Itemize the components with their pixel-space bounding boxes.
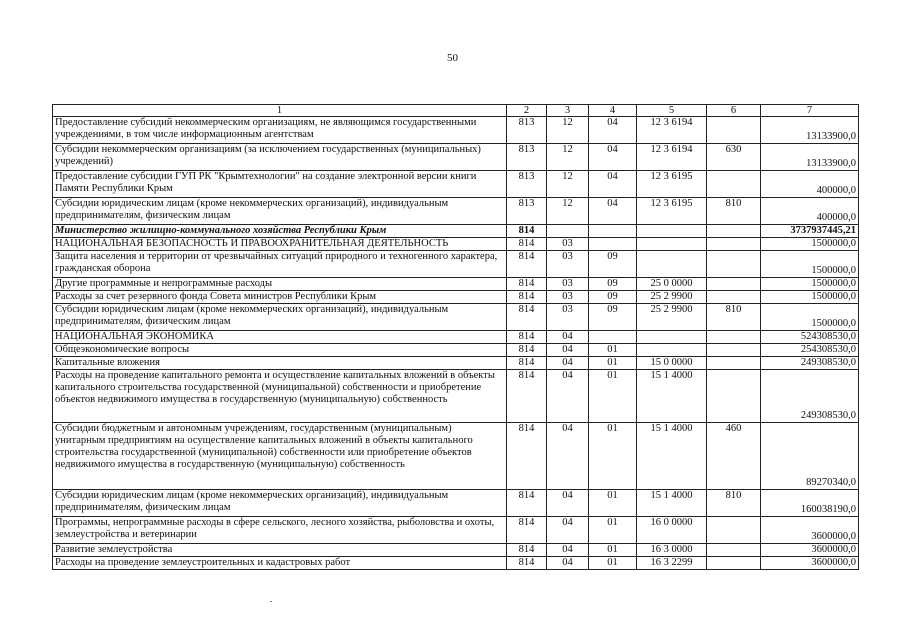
table-row [53,291,859,304]
row-name-cell: Субсидии юридическим лицам (кроме некоммерческих организаций), индивидуальным предпринимателям, физическим лицам [53,198,507,225]
admin-code-cell: 814 [507,544,547,557]
target-article-cell: 16 0 0000 [637,517,707,544]
expense-type-cell: 810 [707,304,761,331]
amount-cell: 3737937445,21 [761,225,859,238]
target-article-cell: 16 3 2299 [637,557,707,570]
section-code-cell: 04 [547,517,589,544]
amount-cell: 524308530,0 [761,331,859,344]
table-row [53,225,859,238]
subsection-code-cell: 01 [589,370,637,423]
table-row [53,251,859,278]
target-article-cell: 12 3 6195 [637,198,707,225]
section-code-cell: 12 [547,117,589,144]
expense-type-cell [707,357,761,370]
target-article-cell: 12 3 6195 [637,171,707,198]
row-name-cell: Субсидии бюджетным и автономным учреждениям, государственным (муниципальным) унитарным предприятиям на осуществление капитальных вложений в объекты капитального строительства государственной (муниципальной) собственности или приобретение объектов недвижимого имущества в государственную (муниципальную) собственность [53,423,507,490]
row-name-cell: Расходы на проведение капитального ремонта и осуществление капитальных вложений в объекты капитального строительства государственной (муниципальной) собственности и приобретение объектов недвижимого имущества в государственную (муниципальную) собственность [53,370,507,423]
target-article-cell: 12 3 6194 [637,144,707,171]
admin-code-cell: 814 [507,557,547,570]
subsection-code-cell: 04 [589,144,637,171]
target-article-cell: 25 2 9900 [637,304,707,331]
section-code-cell: 03 [547,304,589,331]
subsection-code-cell: 01 [589,544,637,557]
table-row [53,117,859,144]
admin-code-cell: 814 [507,517,547,544]
target-article-cell: 15 1 4000 [637,490,707,517]
table-row [53,357,859,370]
row-name-cell: Защита населения и территории от чрезвычайных ситуаций природного и техногенного характера, гражданская оборона [53,251,507,278]
target-article-cell: 15 0 0000 [637,357,707,370]
expense-type-cell [707,344,761,357]
expense-type-cell: 810 [707,490,761,517]
row-name-cell: Другие программные и непрограммные расходы [53,278,507,291]
page-number: 50 [447,52,458,64]
section-code-cell: 12 [547,144,589,171]
column-header: 2 [507,105,547,117]
amount-cell: 13133900,0 [761,144,859,171]
expense-type-cell [707,251,761,278]
admin-code-cell: 813 [507,144,547,171]
amount-cell: 160038190,0 [761,490,859,517]
section-code-cell: 04 [547,357,589,370]
row-name-cell: Предоставление субсидии ГУП РК "Крымтехнологии" на создание электронной версии книги Памяти Республики Крым [53,171,507,198]
amount-cell: 1500000,0 [761,238,859,251]
subsection-code-cell [589,331,637,344]
admin-code-cell: 814 [507,331,547,344]
target-article-cell: 15 1 4000 [637,423,707,490]
admin-code-cell: 814 [507,357,547,370]
section-code-cell: 03 [547,238,589,251]
target-article-cell [637,331,707,344]
row-name-cell: Министерство жилищно-коммунального хозяйства Республики Крым [53,225,507,238]
section-code-cell: 12 [547,198,589,225]
section-code-cell: 04 [547,344,589,357]
table-row [53,423,859,490]
expense-type-cell [707,225,761,238]
expense-type-cell [707,291,761,304]
column-header: 4 [589,105,637,117]
table-row [53,198,859,225]
expense-type-cell [707,238,761,251]
amount-cell: 89270340,0 [761,423,859,490]
target-article-cell: 25 0 0000 [637,278,707,291]
subsection-code-cell: 09 [589,278,637,291]
admin-code-cell: 814 [507,238,547,251]
row-name-cell: Субсидии некоммерческим организациям (за исключением государственных (муниципальных) учреждений) [53,144,507,171]
amount-cell: 3600000,0 [761,544,859,557]
admin-code-cell: 814 [507,225,547,238]
subsection-code-cell: 09 [589,304,637,331]
column-header: 7 [761,105,859,117]
section-code-cell: 03 [547,291,589,304]
budget-table [52,104,859,570]
target-article-cell: 25 2 9900 [637,291,707,304]
subsection-code-cell: 01 [589,557,637,570]
amount-cell: 254308530,0 [761,344,859,357]
section-code-cell [547,225,589,238]
amount-cell: 3600000,0 [761,557,859,570]
row-name-cell: Расходы на проведение землеустроительных и кадастровых работ [53,557,507,570]
amount-cell: 1500000,0 [761,291,859,304]
subsection-code-cell: 09 [589,291,637,304]
amount-cell: 1500000,0 [761,304,859,331]
subsection-code-cell: 01 [589,517,637,544]
target-article-cell: 12 3 6194 [637,117,707,144]
subsection-code-cell [589,238,637,251]
subsection-code-cell: 04 [589,171,637,198]
expense-type-cell [707,544,761,557]
subsection-code-cell: 01 [589,357,637,370]
section-code-cell: 03 [547,251,589,278]
expense-type-cell [707,117,761,144]
subsection-code-cell: 01 [589,490,637,517]
target-article-cell [637,344,707,357]
table-row [53,331,859,344]
amount-cell: 3600000,0 [761,517,859,544]
amount-cell: 400000,0 [761,198,859,225]
column-header: 6 [707,105,761,117]
table-row [53,557,859,570]
admin-code-cell: 814 [507,423,547,490]
table-row [53,278,859,291]
admin-code-cell: 814 [507,370,547,423]
target-article-cell: 15 1 4000 [637,370,707,423]
target-article-cell [637,251,707,278]
expense-type-cell [707,370,761,423]
admin-code-cell: 814 [507,278,547,291]
expense-type-cell: 810 [707,198,761,225]
row-name-cell: Развитие землеустройства [53,544,507,557]
column-header: 1 [53,105,507,117]
admin-code-cell: 814 [507,251,547,278]
amount-cell: 249308530,0 [761,357,859,370]
table-row [53,544,859,557]
table-row [53,490,859,517]
expense-type-cell: 460 [707,423,761,490]
expense-type-cell [707,517,761,544]
subsection-code-cell: 04 [589,117,637,144]
subsection-code-cell: 01 [589,423,637,490]
admin-code-cell: 813 [507,117,547,144]
subsection-code-cell: 09 [589,251,637,278]
row-name-cell: Общеэкономические вопросы [53,344,507,357]
target-article-cell: 16 3 0000 [637,544,707,557]
admin-code-cell: 814 [507,490,547,517]
row-name-cell: Капитальные вложения [53,357,507,370]
header-row [53,105,859,117]
admin-code-cell: 814 [507,304,547,331]
table-row [53,304,859,331]
column-header: 3 [547,105,589,117]
expense-type-cell [707,171,761,198]
section-code-cell: 04 [547,544,589,557]
admin-code-cell: 813 [507,198,547,225]
target-article-cell [637,225,707,238]
amount-cell: 400000,0 [761,171,859,198]
table-row [53,517,859,544]
table-row [53,370,859,423]
admin-code-cell: 814 [507,291,547,304]
column-header: 5 [637,105,707,117]
amount-cell: 13133900,0 [761,117,859,144]
section-code-cell: 04 [547,331,589,344]
subsection-code-cell [589,225,637,238]
section-code-cell: 04 [547,423,589,490]
scan-speck [270,601,272,602]
section-code-cell: 04 [547,370,589,423]
table-row [53,238,859,251]
section-code-cell: 12 [547,171,589,198]
row-name-cell: НАЦИОНАЛЬНАЯ БЕЗОПАСНОСТЬ И ПРАВООХРАНИТЕЛЬНАЯ ДЕЯТЕЛЬНОСТЬ [53,238,507,251]
table-row [53,344,859,357]
row-name-cell: Субсидии юридическим лицам (кроме некоммерческих организаций), индивидуальным предпринимателям, физическим лицам [53,490,507,517]
admin-code-cell: 813 [507,171,547,198]
row-name-cell: Расходы за счет резервного фонда Совета министров Республики Крым [53,291,507,304]
expense-type-cell [707,331,761,344]
amount-cell: 1500000,0 [761,251,859,278]
row-name-cell: Предоставление субсидий некоммерческим организациям, не являющимся государственными учреждениями, в том числе информационным агентствам [53,117,507,144]
subsection-code-cell: 01 [589,344,637,357]
target-article-cell [637,238,707,251]
section-code-cell: 04 [547,557,589,570]
expense-type-cell [707,557,761,570]
amount-cell: 249308530,0 [761,370,859,423]
admin-code-cell: 814 [507,344,547,357]
amount-cell: 1500000,0 [761,278,859,291]
table-row [53,171,859,198]
row-name-cell: НАЦИОНАЛЬНАЯ ЭКОНОМИКА [53,331,507,344]
section-code-cell: 04 [547,490,589,517]
expense-type-cell [707,278,761,291]
row-name-cell: Программы, непрограммные расходы в сфере сельского, лесного хозяйства, рыболовства и охоты, землеустройства и ветеринарии [53,517,507,544]
row-name-cell: Субсидии юридическим лицам (кроме некоммерческих организаций), индивидуальным предпринимателям, физическим лицам [53,304,507,331]
subsection-code-cell: 04 [589,198,637,225]
expense-type-cell: 630 [707,144,761,171]
table-row [53,144,859,171]
section-code-cell: 03 [547,278,589,291]
